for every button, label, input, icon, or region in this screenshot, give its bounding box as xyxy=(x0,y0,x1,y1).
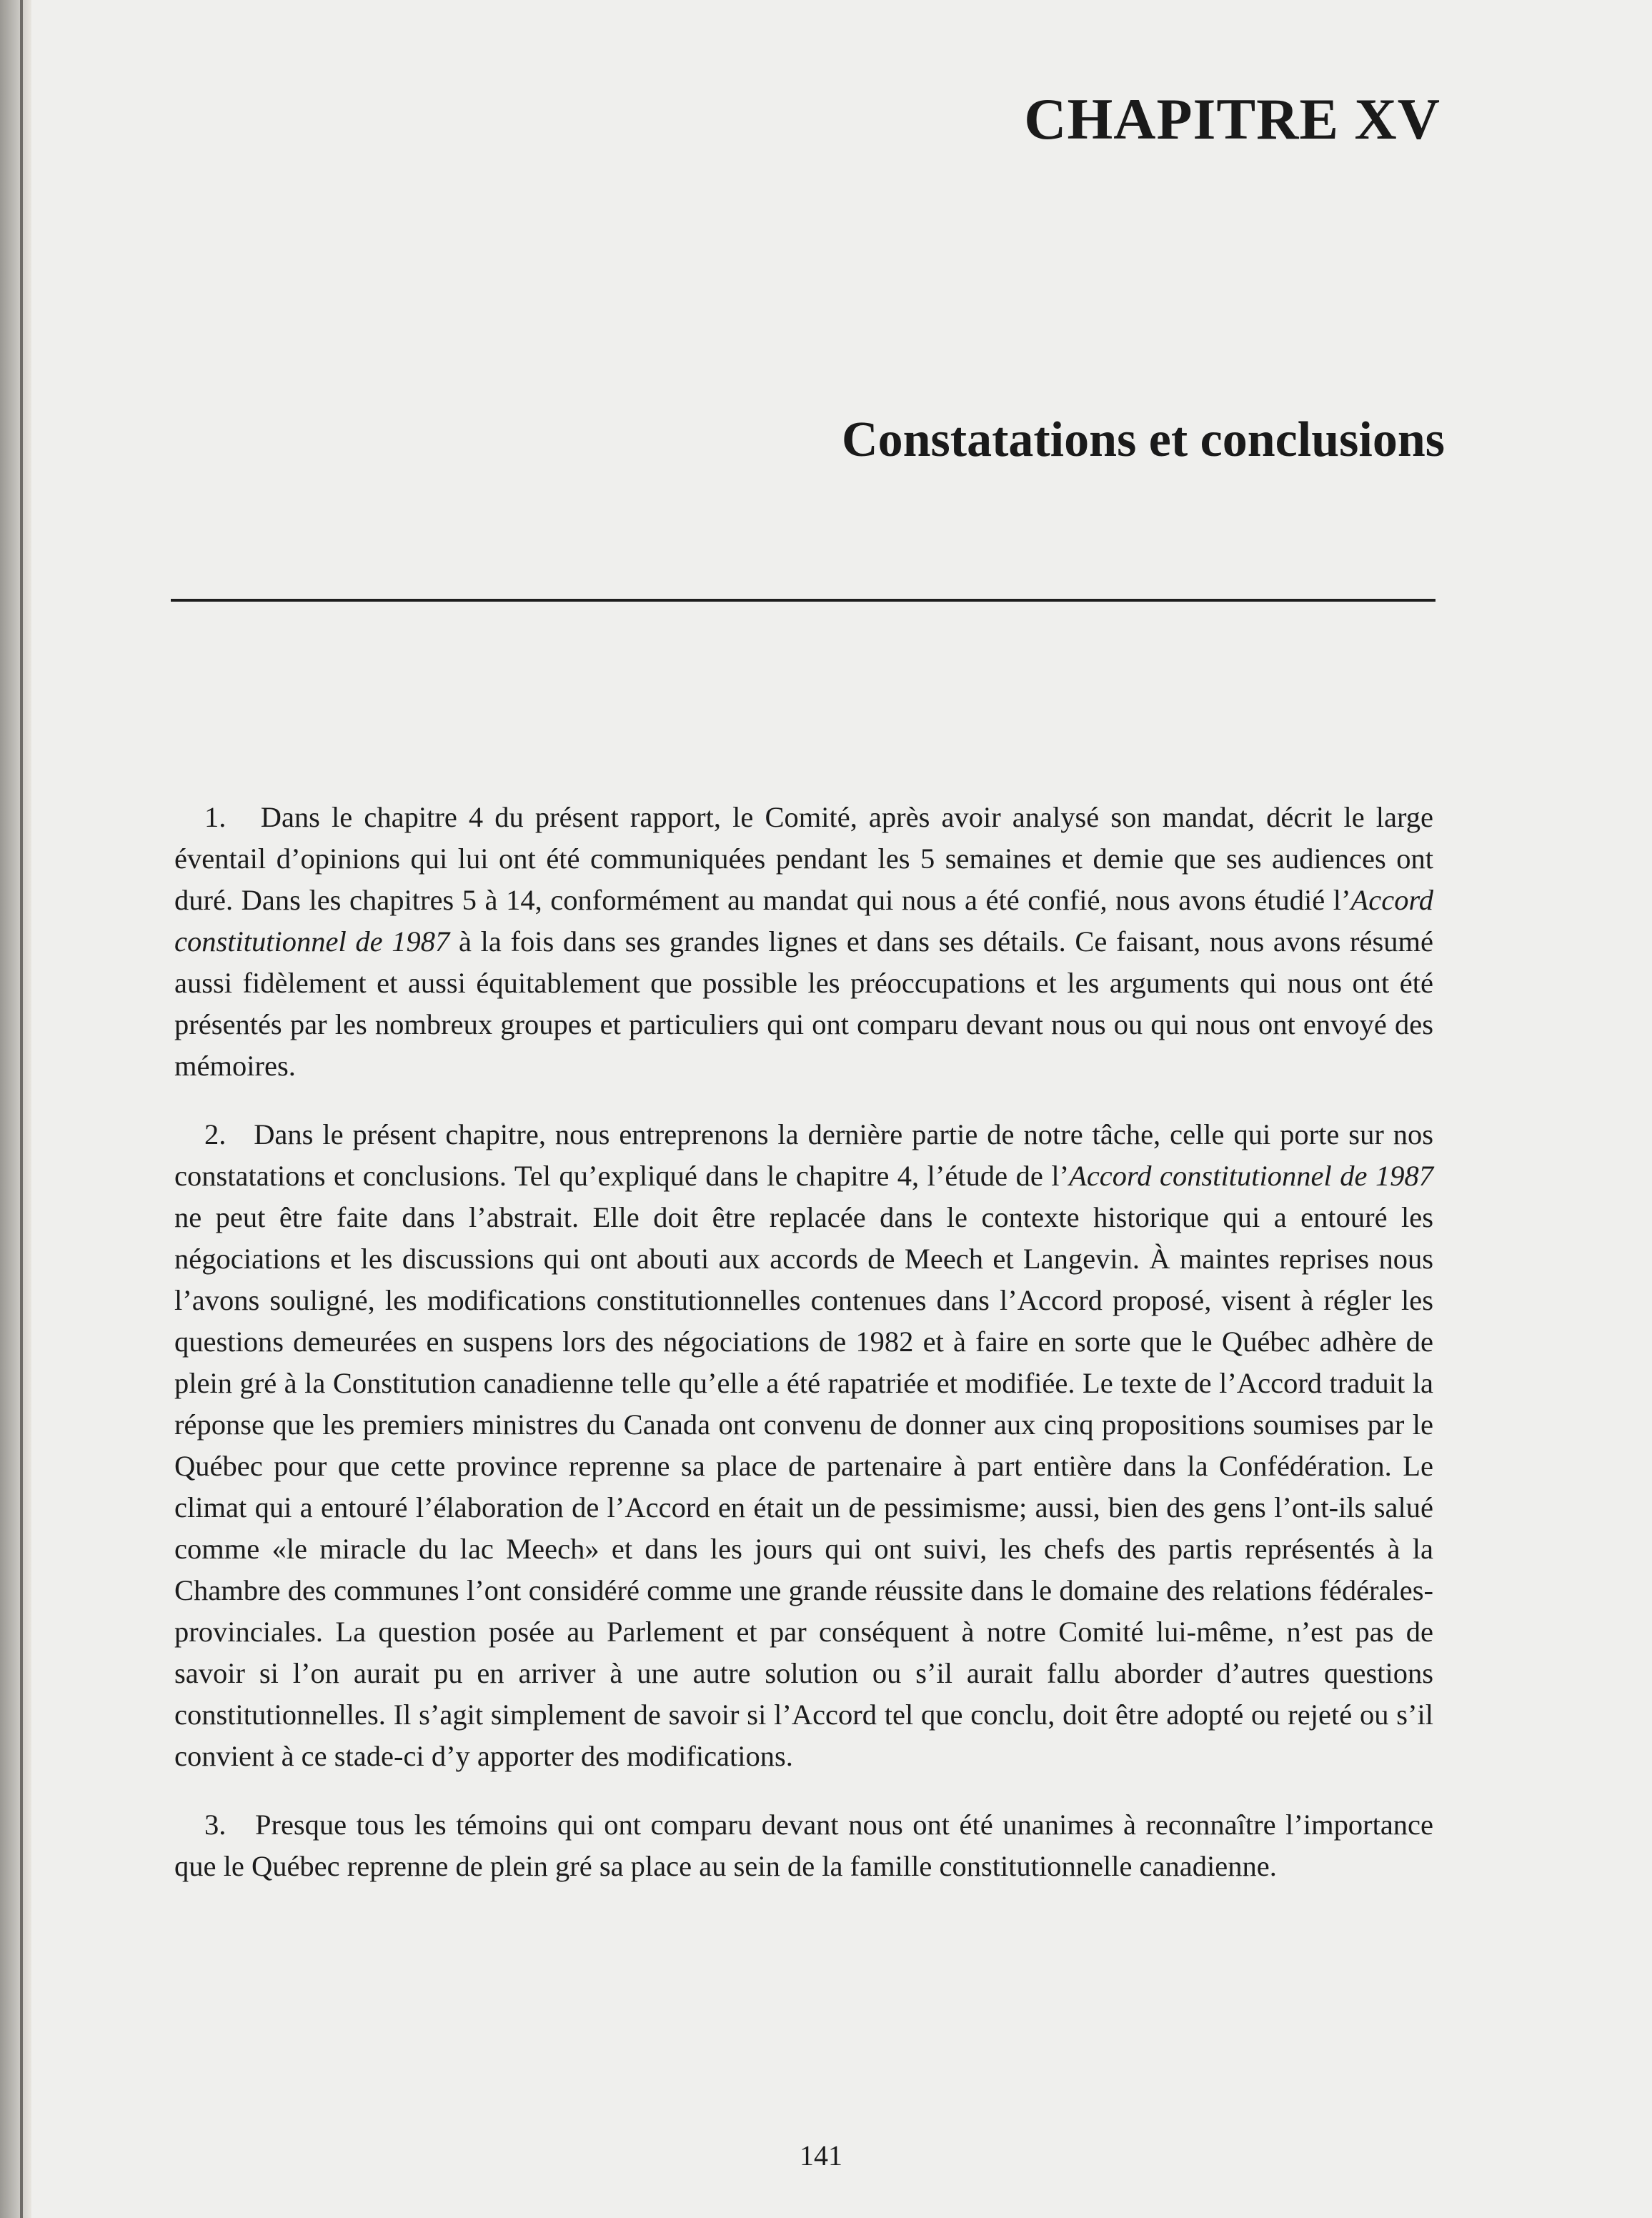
paragraph-number: 3. xyxy=(204,1809,227,1841)
document-page xyxy=(31,0,1652,2218)
binding-shadow xyxy=(0,0,31,2218)
paragraph-2 xyxy=(174,1114,1433,1777)
accord-title-italic: Accord constitutionnel de 1987 xyxy=(174,884,1433,958)
title-divider xyxy=(171,599,1435,602)
section-title: Constatations et conclusions xyxy=(842,412,1445,467)
paragraph-number: 1. xyxy=(204,801,227,833)
body-text xyxy=(174,797,1433,1914)
paragraph-text: à la fois dans ses grandes lignes et dans ses détails. Ce faisant, nous avons résumé aussi fidèlement et aussi équitablement que possible les préoccupations et les arguments qui nous ont été présentés par les nombreux groupes et particuliers qui ont comparu devant nous ou qui nous ont envoyé des mémoires. xyxy=(174,925,1433,1082)
paragraph-text: Dans le présent chapitre, nous entreprenons la dernière partie de notre tâche, celle qui porte sur nos constatations et conclusions. Tel qu’expliqué dans le chapitre 4, l’étude de l’ xyxy=(174,1118,1433,1192)
paragraph-1 xyxy=(174,797,1433,1087)
paragraph-3 xyxy=(174,1804,1433,1887)
page-number: 141 xyxy=(800,2139,842,2172)
paragraph-number: 2. xyxy=(204,1118,227,1150)
paragraph-text: Dans le chapitre 4 du présent rapport, le Comité, après avoir analysé son mandat, décrit le large éventail d’opinions qui lui ont été communiquées pendant les 5 semaines et demie que ses audiences ont duré. Dans les chapitres 5 à 14, conformément au mandat qui nous a été confié, nous avons étudié l’ xyxy=(174,801,1433,916)
binding-line xyxy=(20,0,23,2218)
paragraph-text: ne peut être faite dans l’abstrait. Elle doit être replacée dans le contexte historique qui a entouré les négociations et les discussions qui ont abouti aux accords de Meech et Langevin. À maintes reprises nous l’avons souligné, les modifications constitutionnelles contenues dans l’Accord proposé, visent à régler les questions demeurées en suspens lors des négociations de 1982 et à faire en sorte que le Québec adhère de plein gré à la Constitution canadienne telle qu’elle a été rapatriée et modifiée. Le texte de l’Accord traduit la réponse que les premiers ministres du Canada ont convenu de donner aux cinq propositions soumises par le Québec pour que cette province reprenne sa place de partenaire à part entière dans la Confédération. Le climat qui a entouré l’élaboration de l’Accord en était un de pessimisme; aussi, bien des gens l’ont-ils salué comme «le miracle du lac Meech» et dans les jours qui ont suivi, les chefs des partis représentés à la Chambre des communes l’ont considéré comme une grande réussite dans le domaine des relations fédérales-provinciales. La question posée au Parlement et par conséquent à notre Comité lui-même, n’est pas de savoir si l’on aurait pu en arriver à une autre solution ou s’il aurait fallu aborder d’autres questions constitutionnelles. Il s’agit simplement de savoir si l’Accord tel que conclu, doit être adopté ou rejeté ou s’il convient à ce stade-ci d’y apporter des modifications. xyxy=(174,1201,1433,1772)
accord-title-italic: Accord constitutionnel de 1987 xyxy=(1069,1160,1434,1192)
chapter-title: CHAPITRE XV xyxy=(1024,86,1440,151)
paragraph-text: Presque tous les témoins qui ont comparu devant nous ont été unanimes à reconnaître l’importance que le Québec reprenne de plein gré sa place au sein de la famille constitutionnelle canadienne. xyxy=(174,1809,1434,1882)
